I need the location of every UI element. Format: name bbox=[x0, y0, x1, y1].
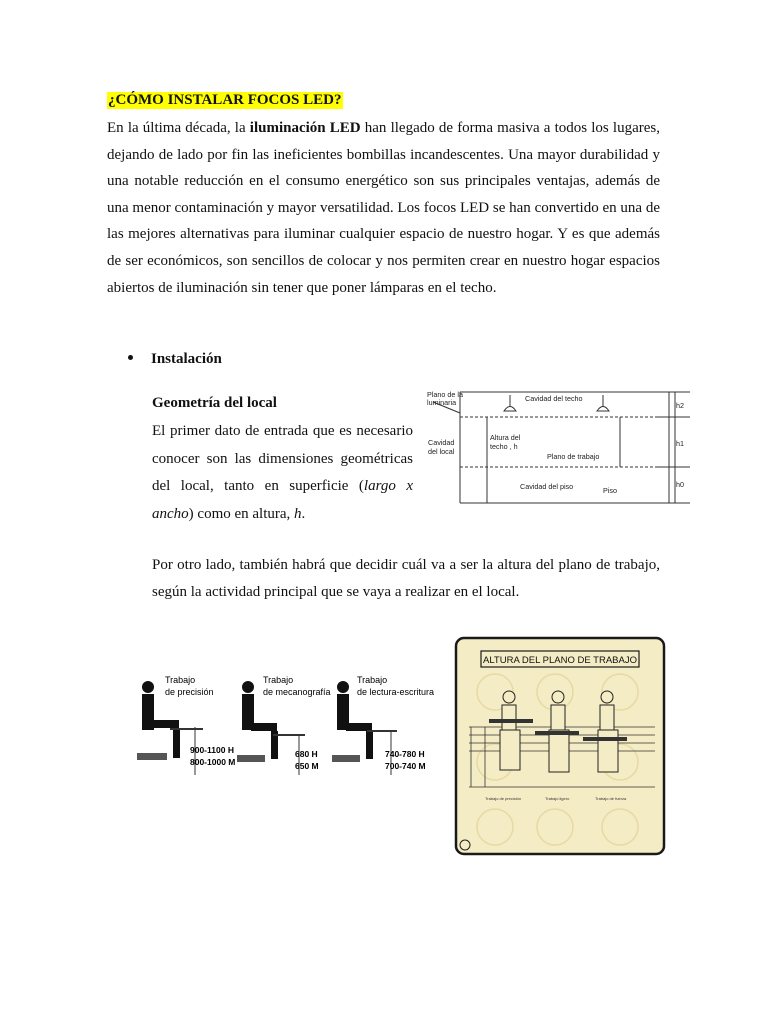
label-luminaria: luminaria bbox=[427, 398, 457, 407]
seated-work-heights-illustration bbox=[135, 665, 435, 780]
intro-text-rest: han llegado de forma masiva a todos los lugares, dejando de lado por fin las ineficientes bombillas incandescentes. Una mayor durabilidad y una notable reducción en el consumo energético son sus principales ventajas, además de una menor contaminación y mayor versatilidad. Los focos LED se han convertido en una de las mejores alternativas para iluminar cualquier espacio de nuestro hogar. Y es que además de ser económicos, son sencillos de colocar y nos permiten crear en nuestro hogar espacios abiertos de iluminación sin tener que poner lámparas en el techo. bbox=[107, 120, 660, 296]
geometry-italic-b: h bbox=[294, 505, 302, 522]
label-piso: Piso bbox=[603, 486, 617, 495]
label-h2: h2 bbox=[676, 401, 684, 410]
seated-value-precision-h: 900-1100 H bbox=[190, 745, 234, 755]
seated-label-mecanografia-2: de mecanografía bbox=[263, 687, 331, 697]
label-cavidad-piso: Cavidad del piso bbox=[520, 482, 574, 491]
geometry-text-b: ) como en altura, bbox=[188, 505, 295, 522]
seated-label-precision-1: Trabajo bbox=[165, 675, 196, 685]
label-h0: h0 bbox=[676, 480, 684, 489]
work-plane-height-plate bbox=[455, 637, 665, 855]
seated-value-mecanografia-h: 680 H bbox=[295, 749, 318, 759]
plate-caption-heavy: Trabajo de fuerza bbox=[595, 796, 627, 801]
bullet-item-instalacion bbox=[128, 351, 222, 368]
label-cavidad-local: Cavidad bbox=[428, 438, 455, 447]
label-h1: h1 bbox=[676, 439, 684, 448]
geometry-paragraph bbox=[152, 418, 413, 528]
seated-figure-precision bbox=[137, 675, 235, 775]
seated-label-precision-2: de precisión bbox=[165, 687, 214, 697]
label-techo-h: techo , h bbox=[490, 442, 518, 451]
page-title: ¿CÓMO INSTALAR FOCOS LED? bbox=[108, 92, 342, 108]
section-heading-geometria: Geometría del local bbox=[152, 395, 277, 411]
bullet-label: Instalación bbox=[151, 351, 222, 367]
plate-caption-precision: Trabajo de precisión bbox=[485, 796, 522, 801]
bullet-dot-icon bbox=[128, 355, 133, 360]
seated-label-lectura-1: Trabajo bbox=[357, 675, 388, 685]
label-cavidad-techo: Cavidad del techo bbox=[525, 394, 583, 403]
seated-label-mecanografia-1: Trabajo bbox=[263, 675, 294, 685]
label-altura-techo: Altura del bbox=[490, 433, 521, 442]
seated-value-lectura-m: 700-740 M bbox=[385, 761, 426, 771]
geometry-text-c: . bbox=[301, 505, 306, 522]
seated-figure-mecanografia bbox=[237, 675, 331, 775]
plate-caption-light: Trabajo ligero bbox=[545, 796, 570, 801]
plate-title: ALTURA DEL PLANO DE TRABAJO bbox=[483, 655, 637, 666]
geometry-italic-a: largo x ancho bbox=[152, 478, 413, 522]
label-plano-luminaria: Plano de la bbox=[427, 390, 463, 399]
intro-text-start: En la última década, la bbox=[107, 120, 250, 136]
intro-bold: iluminación LED bbox=[249, 120, 361, 136]
label-del-local: del local bbox=[428, 447, 455, 456]
seated-value-lectura-h: 740-780 H bbox=[385, 749, 425, 759]
geometry-text-a: El primer dato de entrada que es necesario conocer son las dimensiones geométricas del local, tanto en superficie ( bbox=[152, 423, 413, 494]
intro-paragraph bbox=[107, 115, 660, 301]
plano-paragraph: Por otro lado, también habrá que decidir cuál va a ser la altura del plano de trabajo, según la actividad principal que se vaya a realizar en el local. bbox=[152, 557, 660, 600]
seated-figure-lectura bbox=[332, 675, 434, 775]
label-plano-trabajo: Plano de trabajo bbox=[547, 452, 600, 461]
luminaire-icons bbox=[504, 407, 609, 412]
room-geometry-diagram bbox=[425, 385, 695, 510]
seated-value-precision-m: 800-1000 M bbox=[190, 757, 236, 767]
seated-label-lectura-2: de lectura-escritura bbox=[357, 687, 435, 697]
seated-value-mecanografia-m: 650 M bbox=[295, 761, 319, 771]
